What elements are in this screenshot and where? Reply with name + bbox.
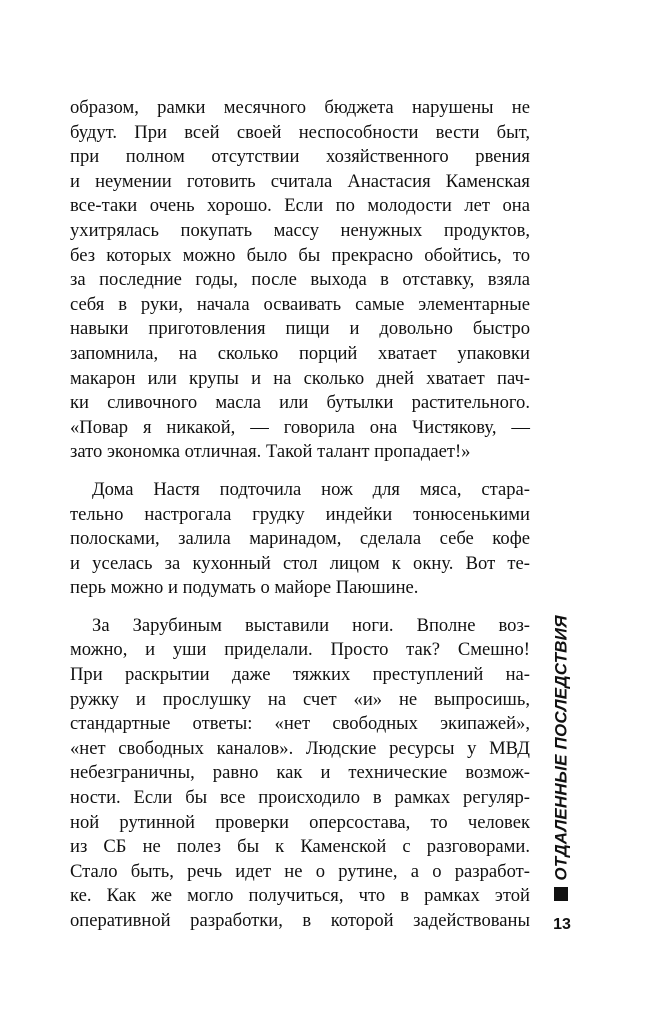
text-line: Стало быть, речь идет не о рутине, а о разработ- <box>70 860 530 882</box>
text-line: образом, рамки месячного бюджета нарушены не <box>70 97 530 118</box>
text-line: стандартные ответы: «нет свободных экипажей», <box>70 713 530 735</box>
text-line: при полном отсутствии хозяйственного рвения <box>70 146 530 168</box>
text-line: перь можно и подумать о майоре Паюшине. <box>70 577 419 599</box>
text-line: навыки приготовления пищи и довольно быстро <box>70 318 530 340</box>
paragraph-2 <box>70 478 530 601</box>
text-line: себя в руки, начала осваивать самые элементарные <box>70 293 530 315</box>
text-line: и неумении готовить считала Анастасия Каменская <box>70 170 530 192</box>
text-line: Дома Настя подточила нож для мяса, старa- <box>92 478 530 500</box>
text-line: ности. Если бы все происходило в рамках регуляр- <box>70 787 530 809</box>
text-line: без которых можно было бы прекрасно обойтись, то <box>70 244 530 266</box>
running-title-text: ОТДАЛЕННЫЕ ПОСЛЕДСТВИЯ <box>552 615 571 881</box>
paragraph-1 <box>70 96 530 465</box>
text-line: будут. При всей своей неспособности вести быт, <box>70 121 530 143</box>
text-line: запомнила, на сколько порций хватает упаковки <box>70 342 530 364</box>
running-title <box>548 614 576 882</box>
paragraph-spacer <box>70 465 530 478</box>
text-line: ке. Как же могло получиться, что в рамках этой <box>70 885 530 907</box>
text-line: макарон или крупы и на сколько дней хватает пач- <box>70 367 530 389</box>
paragraph-3 <box>70 614 530 934</box>
text-line: зато экономка отличная. Такой талант пропадает!» <box>70 441 471 463</box>
text-line: полосками, залила маринадом, сделала себе кофе <box>70 528 530 550</box>
text-line: «Повар я никакой, — говорила она Чистякову, — <box>70 416 530 438</box>
text-line: За Зарубиным выставили ноги. Вполне воз- <box>92 614 530 636</box>
text-line: ной рутинной проверки оперсостава, то человек <box>70 811 530 833</box>
text-line: При раскрытии даже тяжких преступлений на- <box>70 664 530 686</box>
page-number: 13 <box>553 916 571 933</box>
text-line: из СБ не полез бы к Каменской с разговорами. <box>70 836 530 858</box>
text-line: небезграничны, равно как и технические возмож- <box>70 762 530 784</box>
text-line: и уселась за кухонный стол лицом к окну. Вот те- <box>70 552 530 574</box>
text-line: ружку и прослушку на счет «и» не выпросишь, <box>70 688 530 710</box>
text-line: можно, и уши приделали. Просто так? Смешно! <box>70 639 530 661</box>
text-line: тельно настрогала грудку индейки тонюсенькими <box>70 503 530 525</box>
text-line: все-таки очень хорошо. Если по молодости лет она <box>70 195 530 217</box>
text-line: ухитрялась покупать массу ненужных продуктов, <box>70 219 530 241</box>
square-marker-icon <box>554 887 568 901</box>
text-line: за последние годы, после выхода в отставку, взяла <box>70 269 530 291</box>
text-line: ки сливочного масла или бутылки растительного. <box>70 392 530 414</box>
page-body <box>70 96 530 934</box>
paragraph-spacer <box>70 601 530 614</box>
text-line: оперативной разработки, в которой задействованы <box>70 910 530 931</box>
text-line: «нет свободных каналов». Людские ресурсы у МВД <box>70 737 530 759</box>
